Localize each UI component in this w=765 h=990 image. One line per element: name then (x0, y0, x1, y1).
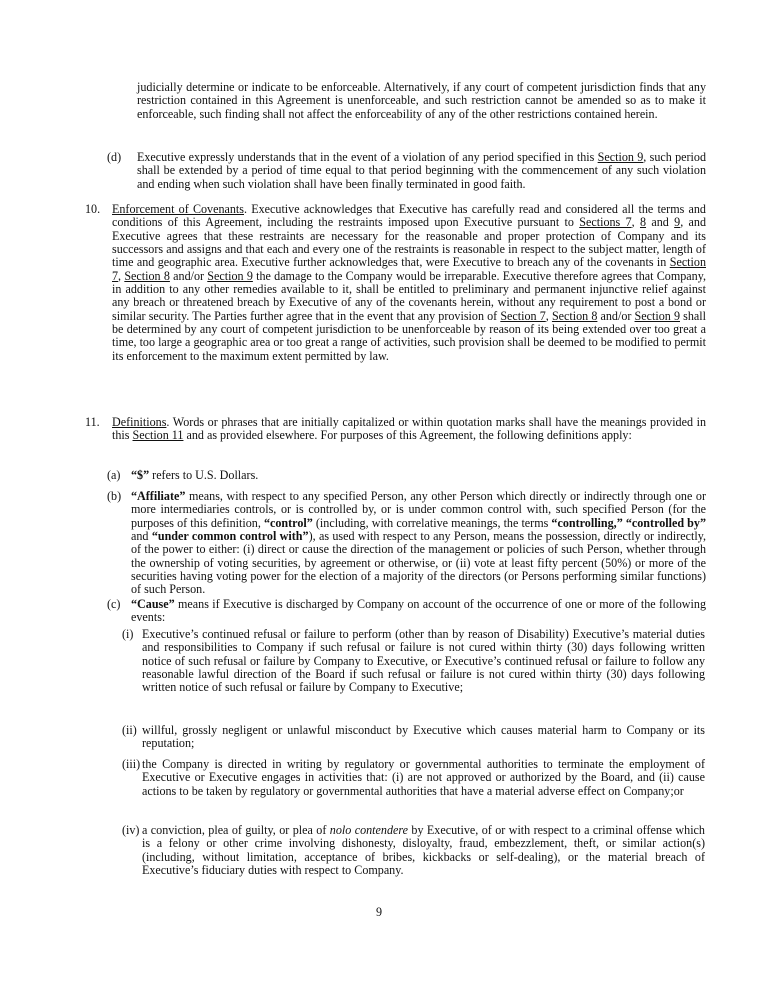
section-label-civ: (iv) (122, 823, 140, 837)
paragraph-b (131, 490, 706, 597)
text-run: Executive expressly understands that in the event of a violation of any period specified in this (137, 150, 598, 164)
text-run: judicially determine or indicate to be enforceable. Alternatively, if any court of competent jurisdiction finds that any restriction contained in this Agreement is unenforceable, and such restriction cannot be amended so as to make it enforceable, such finding shall not affect the enforceability of any of the other restrictions contained herein. (137, 80, 706, 121)
defined-term: “controlling,” “controlled by” (551, 515, 706, 530)
text-run: , such period shall be extended by a period of time equal to that period beginning with the commencement of any such violation and ending when such violation shall have been finally terminated in good faith. (137, 150, 706, 191)
text-run: and as provided elsewhere. For purposes of this Agreement, the following definitions apply: (183, 428, 632, 443)
section-label-cii: (ii) (122, 723, 137, 737)
defined-term: “$” (131, 468, 150, 482)
paragraph-a (131, 469, 706, 482)
section-reference: Section 9 (634, 308, 680, 323)
section-reference: Section 7 (112, 255, 706, 283)
section-reference: Definitions (112, 415, 167, 429)
section-reference: Sections 7 (579, 215, 632, 230)
text-run: willful, grossly negligent or unlawful misconduct by Executive which causes material harm to Company or its reputation; (142, 723, 705, 751)
section-label-c: (c) (107, 597, 121, 611)
paragraph-s10 (112, 203, 706, 363)
section-reference: Section 8 (551, 308, 598, 323)
page-number: 9 (375, 905, 383, 919)
paragraph-ciii (142, 758, 705, 798)
text-run: , (118, 268, 125, 283)
paragraph-c (131, 598, 706, 625)
section-reference: Section 9 (597, 150, 644, 164)
text-run: by Executive, of or with respect to a criminal offense which is a felony or other crime involving dishonesty, disloyalty, fraud, embezzlement, theft, or similar action(s) (including, without limitation, acceptance of bribes, kickbacks or self-dealing), or the material breach of Executive’s fiduciary duties with respect to Company. (142, 823, 705, 878)
paragraph-s11 (112, 416, 706, 443)
section-reference: Section 8 (124, 268, 170, 283)
text-run: and (131, 529, 152, 544)
paragraph-d (137, 151, 706, 191)
section-reference: Section 11 (132, 428, 184, 443)
italic-term: nolo contendere (329, 823, 408, 837)
defined-term: “Affiliate” (131, 489, 186, 503)
defined-term: “control” (263, 515, 313, 530)
section-reference: Section 7 (500, 308, 546, 323)
section-label-ciii: (iii) (122, 757, 141, 771)
text-run: a conviction, plea of guilty, or plea of (142, 823, 330, 837)
text-run: and (646, 215, 675, 230)
section-label-s11: 11. (85, 415, 100, 429)
text-run: , and Executive agrees that these restraints are necessary for the reasonable and proper protection of Company and its successors and assigns and that each and every one of the restraints is reasonable in respect to the subject matter, length of time and geographic area. Executive further acknowledges that, were Executive to breach any of the covenants in (112, 215, 706, 270)
section-reference: Enforcement of Covenants (112, 202, 244, 216)
section-label-b: (b) (107, 489, 122, 503)
section-label-a: (a) (107, 468, 121, 482)
paragraph-cont (137, 81, 706, 121)
text-run: and/or (597, 308, 635, 323)
section-label-s10: 10. (85, 202, 101, 216)
paragraph-civ (142, 824, 705, 877)
defined-term: “under common control with” (151, 529, 309, 544)
text-run: . Executive acknowledges that Executive has carefully read and considered all the terms and conditions of this Agreement, including the restraints imposed upon Executive pursuant to (112, 202, 706, 230)
paragraph-cii (142, 724, 705, 751)
text-run: means, with respect to any specified Person, any other Person which directly or indirectly through one or more intermediaries controls, or is controlled by, or is under common control with, such specified Person (for the purposes of this definition, (131, 489, 706, 530)
text-run: means if Executive is discharged by Company on account of the occurrence of one or more of the following events: (131, 597, 706, 625)
text-run: the damage to the Company would be irreparable. Executive therefore agrees that Company, in addition to any other remedies available to it, shall be entitled to preliminary and permanent injunctive relief against any breach or threatened breach by Executive of any of the covenants herein, without any requirement to post a bond or similar security. The Parties further agree that in the event that any provision of (112, 268, 706, 323)
defined-term: “Cause” (131, 597, 175, 611)
text-run: refers to U.S. Dollars. (149, 468, 259, 482)
text-run: . Words or phrases that are initially capitalized or within quotation marks shall have the meanings provided in this (112, 415, 706, 443)
text-run: shall be determined by any court of competent jurisdiction to be unenforceable by reason of its being extended over too great a time, too large a geographic area or too great a range of activities, such provision shall be deemed to be modified to permit its enforcement to the maximum extent permitted by law. (112, 308, 706, 363)
text-run: (including, with correlative meanings, the terms (312, 515, 552, 530)
text-run: ), as used with respect to any Person, means the possession, directly or indirectly, of the power to either: (i) direct or cause the direction of the management or policies of such Person, whether through the ownership of voting securities, by agreement or otherwise, or (ii) vote at least fifty percent (50%) or more of the securities having voting power for the election of a majority of the directors (or Persons performing similar functions) of such Person. (131, 529, 706, 597)
section-label-ci: (i) (122, 627, 134, 641)
text-run: Executive’s continued refusal or failure to perform (other than by reason of Disability) Executive’s material duties and responsibilities to Company if such refusal or failure is not cured within thirty (30) days following written notice of such refusal or failure by Company to Executive, or Executive’s continued refusal or failure to follow any reasonable lawful direction of the Board if such refusal or failure is not cured within thirty (30) days following written notice of such refusal or failure by Company to Executive; (142, 627, 705, 695)
paragraph-ci (142, 628, 705, 695)
text-run: , (545, 308, 552, 323)
section-reference: 8 (639, 215, 647, 230)
text-run: , (631, 215, 640, 230)
text-run: the Company is directed in writing by regulatory or governmental authorities to terminate the employment of Executive or Executive engages in activities that: (i) are not approved or authorized by the Board, and (ii) cause actions to be taken by regulatory or governmental authorities that have a material adverse effect on Company;or (142, 757, 705, 798)
section-reference: Section 9 (207, 268, 253, 283)
section-reference: 9 (674, 215, 681, 230)
text-run: and/or (169, 268, 208, 283)
section-label-d: (d) (107, 150, 122, 164)
